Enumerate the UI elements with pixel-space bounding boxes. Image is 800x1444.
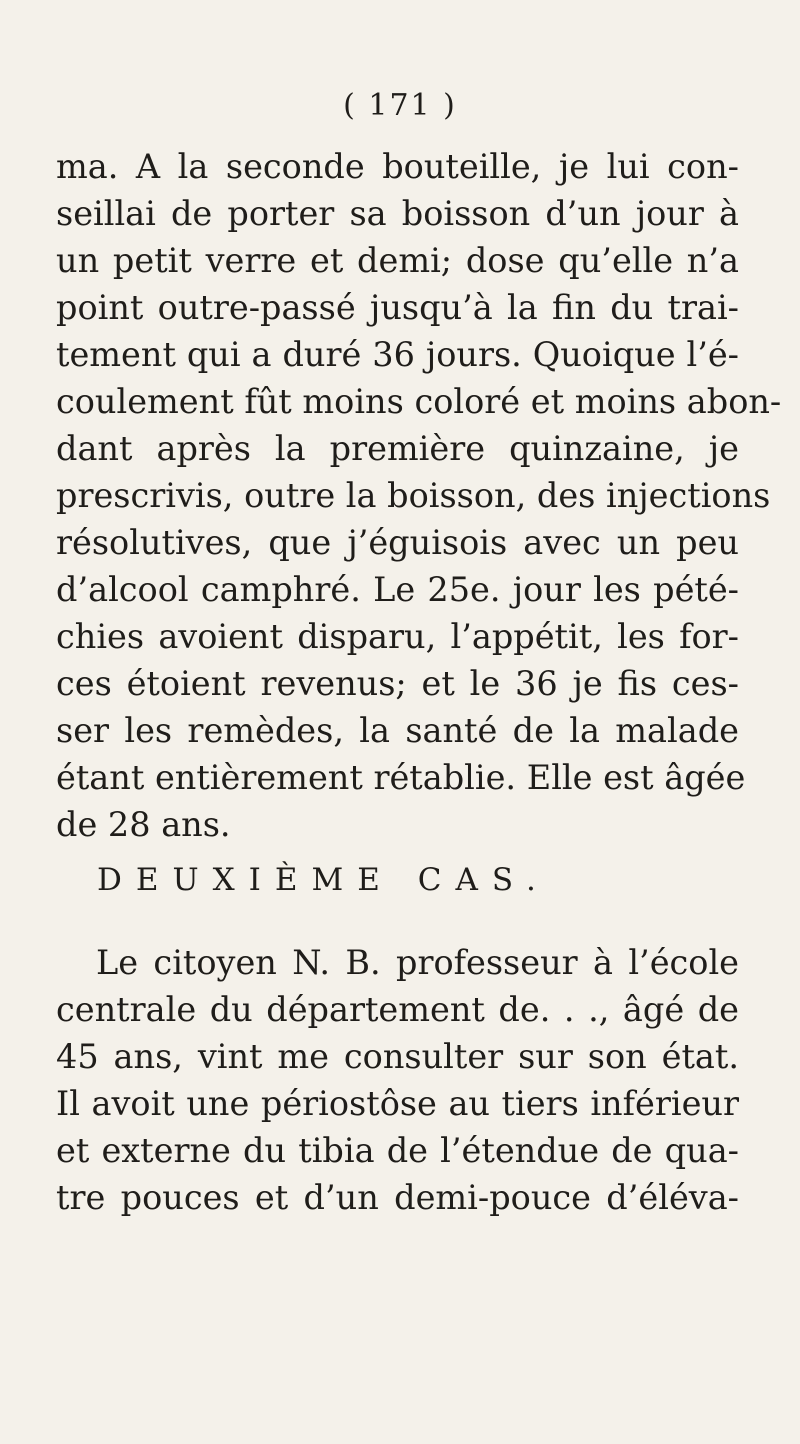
page-number: ( 171 ) — [343, 88, 457, 123]
text-line: Le citoyen N. B. professeur à l’école — [96, 943, 739, 982]
text-line: Il avoit une périostôse au tiers inférieur — [56, 1084, 739, 1123]
text-line: coulement fût moins coloré et moins abon- — [56, 382, 782, 421]
text-line: tre pouces et d’un demi-pouce d’éléva- — [56, 1178, 739, 1217]
text-line: 45 ans, vint me consulter sur son état. — [56, 1037, 739, 1076]
text-line: et externe du tibia de l’étendue de qua- — [56, 1131, 739, 1170]
section-heading: DEUXIÈME CAS. — [97, 862, 550, 898]
text-line: seillai de porter sa boisson d’un jour à — [56, 194, 739, 233]
text-line: un petit verre et demi; dose qu’elle n’a — [56, 241, 739, 280]
text-line: dant après la première quinzaine, je — [56, 429, 739, 468]
text-line: ces étoient revenus; et le 36 je fis ces- — [56, 664, 739, 703]
text-line: tement qui a duré 36 jours. Quoique l’é- — [56, 335, 739, 374]
text-line: étant entièrement rétablie. Elle est âgée — [56, 758, 746, 797]
text-line: chies avoient disparu, l’appétit, les for- — [56, 617, 739, 656]
text-line: centrale du département de. . ., âgé de — [56, 990, 739, 1029]
text-line: ser les remèdes, la santé de la malade — [56, 711, 739, 750]
text-line: résolutives, que j’éguisois avec un peu — [56, 523, 739, 562]
text-line: point outre-passé jusqu’à la fin du trai- — [56, 288, 739, 327]
text-line: de 28 ans. — [56, 805, 231, 844]
text-line: ma. A la seconde bouteille, je lui con- — [56, 147, 739, 186]
text-line: prescrivis, outre la boisson, des injections — [56, 476, 771, 515]
text-line: d’alcool camphré. Le 25e. jour les pété- — [56, 570, 739, 609]
